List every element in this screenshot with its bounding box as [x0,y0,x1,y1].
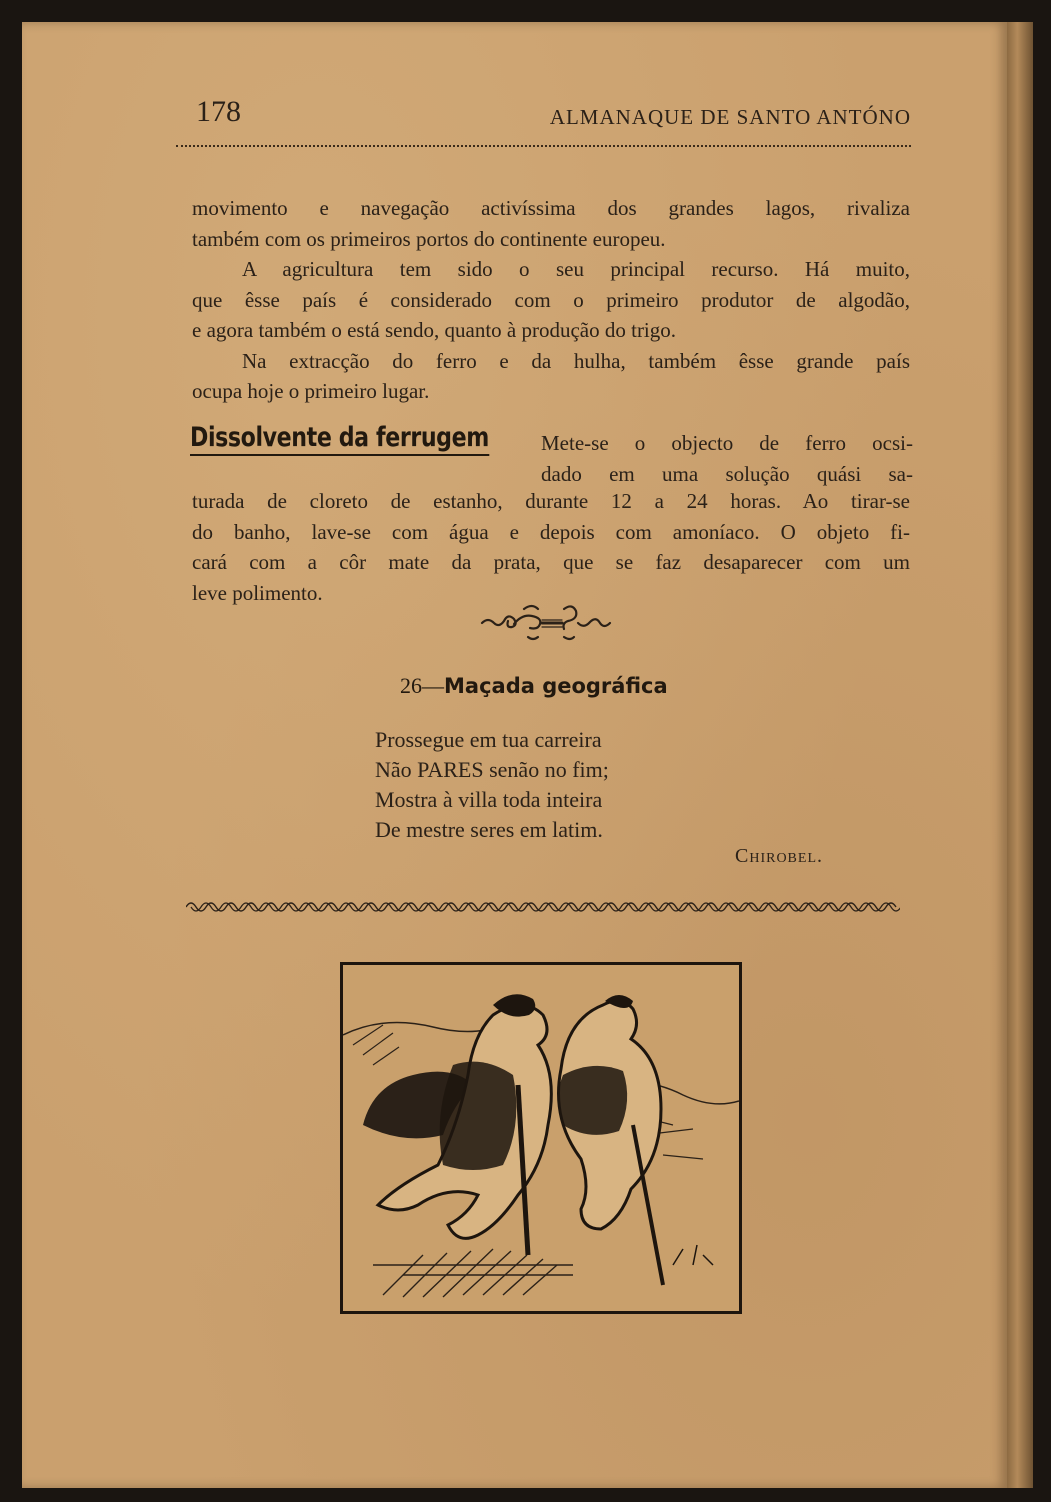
poem-verse: De mestre seres em latim. [375,817,603,842]
text-line: e agora também o está sendo, quanto à produção do trigo. [192,318,677,342]
puzzle-dash: — [422,673,444,698]
text-line: que êsse país é considerado com o primeiro produtor de algodão, [192,287,910,312]
section-body [192,486,910,608]
text-line: do banho, lave-se com água e depois com amoníaco. O objeto fi- [192,519,910,544]
author-signature: Chirobel. [735,845,824,867]
page-header [176,95,911,147]
section-body-top [541,428,913,489]
text-line: A agricultura tem sido o seu principal recurso. Há muito, [242,257,910,281]
ornament-icon [480,603,612,648]
text-line: ocupa hoje o primeiro lugar. [192,379,430,403]
poem-verse: Não PARES senão no fim; [375,757,609,782]
text-line: movimento e navegação activíssima dos grandes lagos, rivaliza [192,196,910,220]
puzzle-title [400,673,668,699]
text-line: Na extracção do ferro e da hulha, também êsse grande país [242,348,910,373]
poem-verse: Prossegue em tua carreira [375,727,602,752]
text-line: dado em uma solução quási sa- [541,461,913,486]
poem [375,725,609,845]
text-line: Mete-se o objecto de ferro ocsi- [541,431,913,455]
two-animal-figures-walking-with-canes-icon [343,965,739,1311]
page-edge [1007,22,1033,1488]
section-heading: Dissolvente da ferrugem [190,422,489,456]
puzzle-number: 26 [400,673,422,698]
paragraph-agriculture [192,193,910,407]
text-line: também com os primeiros portos do continente europeu. [192,226,666,251]
text-line: turada de cloreto de estanho, durante 12 a 24 horas. Ao tirar-se [192,489,910,513]
illustration-frame [340,962,742,1314]
text-line: leve polimento. [192,580,323,605]
poem-verse: Mostra à villa toda inteira [375,787,603,812]
puzzle-name: Maçada geográfica [444,674,668,698]
page-number: 178 [196,95,241,128]
wave-divider-icon [186,898,900,921]
running-title: ALMANAQUE DE SANTO ANTÓNO [549,105,911,129]
text-line: cará com a côr mate da prata, que se faz desaparecer com um [192,550,910,574]
